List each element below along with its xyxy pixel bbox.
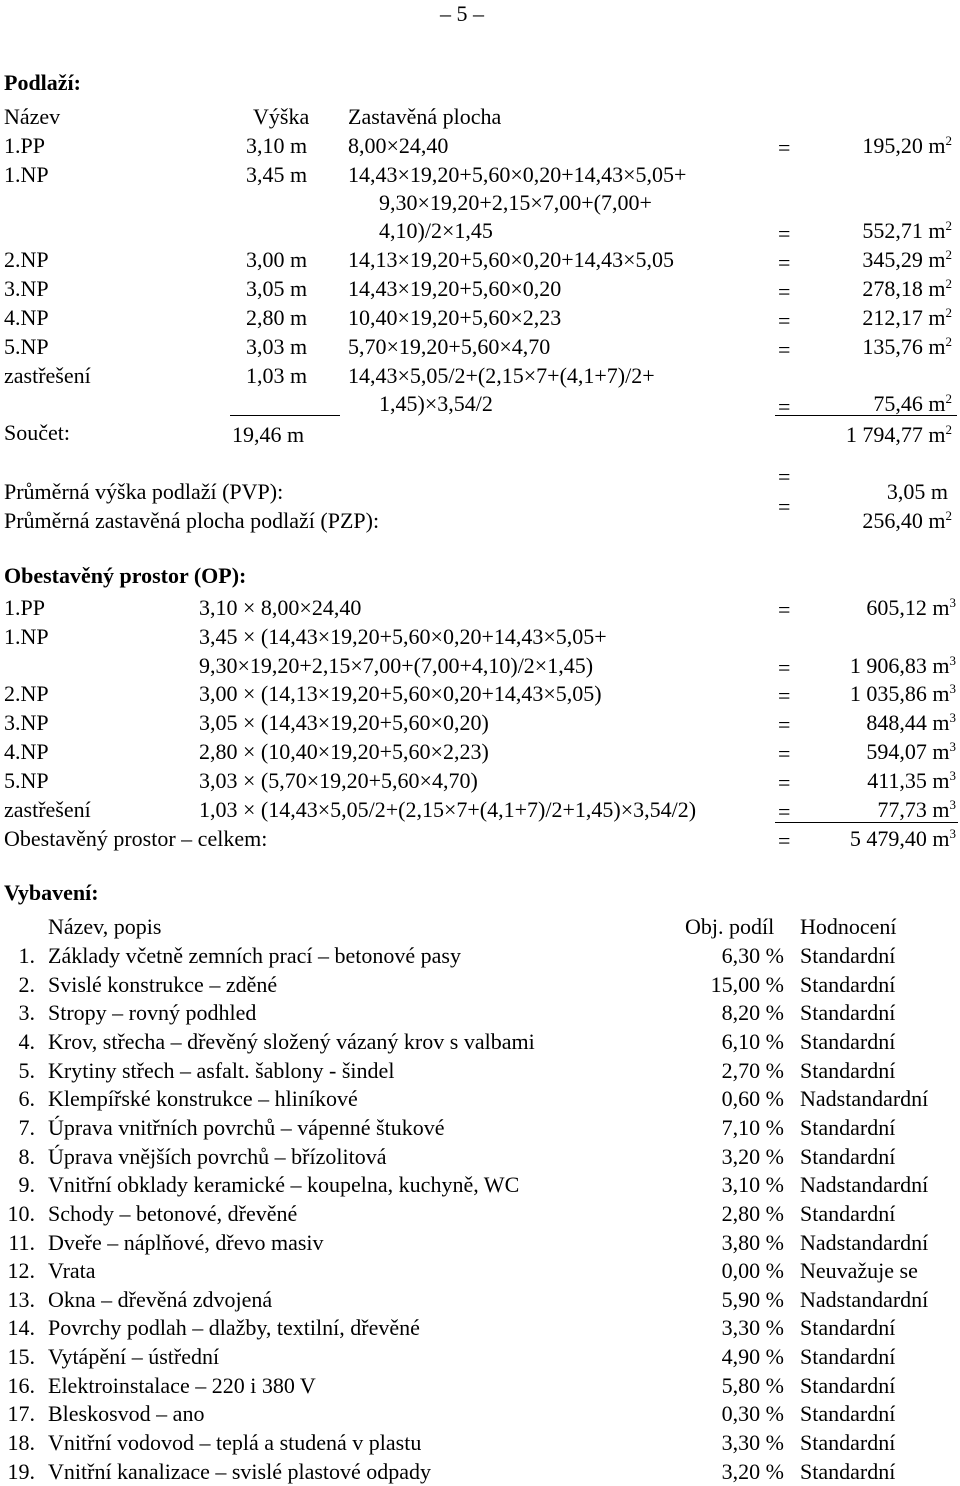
item-number: 13.	[7, 1287, 35, 1312]
floor-formula: 4,10)/2×1,45	[379, 218, 493, 243]
item-share: 2,80 %	[721, 1201, 784, 1226]
item-name: Úprava vnitřních povrchů – vápenné štukové	[48, 1115, 445, 1140]
section-heading-op: Obestavěný prostor (OP):	[4, 563, 247, 588]
item-number: 17.	[7, 1401, 35, 1426]
floor-height: 3,05 m	[246, 276, 308, 301]
item-share: 5,90 %	[721, 1287, 784, 1312]
equals-sign: =	[778, 464, 791, 489]
volume-value: 77,73 $m^3$	[877, 797, 956, 822]
item-number: 2.	[18, 972, 35, 997]
column-header-obj-podil: Obj. podíl	[685, 914, 775, 939]
column-header-vyska: Výška	[253, 104, 310, 129]
item-share: 3,30 %	[721, 1315, 784, 1340]
volume-formula: 3,00 × (14,13×19,20+5,60×0,20+14,43×5,05)	[199, 681, 602, 706]
item-rating: Nadstandardní	[800, 1230, 929, 1255]
volume-value: 1 906,83 $m^3$	[849, 653, 956, 678]
item-number: 16.	[7, 1373, 35, 1398]
item-share: 3,20 %	[721, 1459, 784, 1484]
volume-formula: 2,80 × (10,40×19,20+5,60×2,23)	[199, 739, 489, 764]
equals-sign: =	[778, 799, 791, 824]
equals-sign: =	[778, 655, 791, 680]
item-name: Svislé konstrukce – zděné	[48, 972, 278, 997]
item-name: Schody – betonové, dřevěné	[48, 1201, 298, 1226]
item-name: Bleskosvod – ano	[48, 1401, 205, 1426]
total-underline	[775, 822, 958, 823]
item-name: Krov, střecha – dřevěný složený vázaný krov s valbami	[48, 1029, 535, 1054]
floor-name: 1.PP	[4, 133, 45, 158]
item-name: Klempířské konstrukce – hliníkové	[48, 1086, 358, 1111]
item-share: 6,30 %	[721, 943, 784, 968]
item-share: 3,10 %	[721, 1172, 784, 1197]
floor-formula: 10,40×19,20+5,60×2,23	[348, 305, 562, 330]
item-number: 10.	[7, 1201, 35, 1226]
item-share: 15,00 %	[710, 972, 784, 997]
item-name: Vrata	[48, 1258, 96, 1283]
item-share: 4,90 %	[721, 1344, 784, 1369]
item-rating: Standardní	[800, 1344, 896, 1369]
item-share: 8,20 %	[721, 1000, 784, 1025]
equals-sign: =	[778, 770, 791, 795]
item-name: Vnitřní vodovod – teplá a studená v plastu	[48, 1430, 422, 1455]
volume-value: 594,07 $m^3$	[866, 739, 956, 764]
item-number: 18.	[7, 1430, 35, 1455]
volume-value: 848,44 $m^3$	[866, 710, 956, 735]
item-share: 0,00 %	[721, 1258, 784, 1283]
section-heading-vybaveni: Vybavení:	[4, 880, 99, 905]
equals-sign: =	[778, 308, 791, 333]
floor-name: 1.NP	[4, 162, 49, 187]
pzp-label: Průměrná zastavěná plocha podlaží (PZP):	[4, 508, 380, 533]
equals-sign: =	[778, 135, 791, 160]
floor-height: 3,10 m	[246, 133, 308, 158]
item-share: 2,70 %	[721, 1058, 784, 1083]
floor-area-value: 278,18 $m^2$	[862, 276, 952, 301]
item-number: 12.	[7, 1258, 35, 1283]
item-number: 9.	[18, 1172, 35, 1197]
volume-value: 605,12 $m^3$	[866, 595, 956, 620]
item-name: Vnitřní obklady keramické – koupelna, kuchyně, WC	[48, 1172, 520, 1197]
floor-height: 3,45 m	[246, 162, 308, 187]
item-name: Základy včetně zemních prací – betonové pasy	[48, 943, 461, 968]
item-rating: Nadstandardní	[800, 1086, 929, 1111]
item-name: Elektroinstalace – 220 i 380 V	[48, 1373, 316, 1398]
item-rating: Standardní	[800, 1115, 896, 1140]
equals-sign: =	[778, 828, 791, 853]
volume-formula: 3,10 × 8,00×24,40	[199, 595, 362, 620]
page-number: – 5 –	[440, 1, 484, 26]
item-number: 1.	[18, 943, 35, 968]
item-name: Úprava vnějších povrchů – břízolitová	[48, 1144, 387, 1169]
volume-formula: 9,30×19,20+2,15×7,00+(7,00+4,10)/2×1,45)	[199, 653, 594, 678]
floor-formula: 14,43×5,05/2+(2,15×7+(4,1+7)/2+	[348, 363, 655, 388]
item-name: Okna – dřevěná zdvojená	[48, 1287, 273, 1312]
item-number: 11.	[8, 1230, 35, 1255]
section-heading-podlazi: Podlaží:	[4, 70, 81, 95]
column-header-nazev-popis: Název, popis	[48, 914, 162, 939]
floor-formula: 1,45)×3,54/2	[379, 391, 493, 416]
floor-formula: 14,13×19,20+5,60×0,20+14,43×5,05	[348, 247, 675, 272]
floor-height: 3,00 m	[246, 247, 308, 272]
item-number: 4.	[18, 1029, 35, 1054]
equals-sign: =	[778, 712, 791, 737]
floor-formula: 9,30×19,20+2,15×7,00+(7,00+	[379, 190, 652, 215]
floor-name: 1.PP	[4, 595, 45, 620]
item-share: 6,10 %	[721, 1029, 784, 1054]
item-rating: Standardní	[800, 1459, 896, 1484]
item-share: 3,30 %	[721, 1430, 784, 1455]
item-rating: Standardní	[800, 1315, 896, 1340]
item-name: Krytiny střech – asfalt. šablony - šindel	[48, 1058, 395, 1083]
pvp-label: Průměrná výška podlaží (PVP):	[4, 479, 284, 504]
floor-name: zastřešení	[4, 797, 91, 822]
item-name: Vytápění – ústřední	[48, 1344, 220, 1369]
floor-area-value: 75,46 $m^2$	[873, 391, 952, 416]
floor-formula: 5,70×19,20+5,60×4,70	[348, 334, 551, 359]
floor-name: 3.NP	[4, 710, 49, 735]
floor-name: 4.NP	[4, 739, 49, 764]
floor-name: 3.NP	[4, 276, 49, 301]
item-number: 5.	[18, 1058, 35, 1083]
column-header-zastavena-plocha: Zastavěná plocha	[348, 104, 502, 129]
sum-label: Součet:	[4, 420, 70, 445]
floor-area-value: 212,17 $m^2$	[862, 305, 952, 330]
floor-name: 2.NP	[4, 681, 49, 706]
floor-name: 5.NP	[4, 334, 49, 359]
item-rating: Standardní	[800, 1430, 896, 1455]
sum-area: 1 794,77 $m^2$	[845, 422, 952, 447]
equals-sign: =	[778, 394, 791, 419]
item-share: 3,20 %	[721, 1144, 784, 1169]
item-number: 14.	[7, 1315, 35, 1340]
floor-formula: 8,00×24,40	[348, 133, 449, 158]
column-header-hodnoceni: Hodnocení	[800, 914, 897, 939]
item-rating: Standardní	[800, 1000, 896, 1025]
pvp-value: 3,05 m	[886, 479, 948, 504]
floor-area-value: 552,71 $m^2$	[862, 218, 952, 243]
item-rating: Nadstandardní	[800, 1172, 929, 1197]
sum-height: 19,46 m	[232, 422, 305, 447]
item-number: 19.	[7, 1459, 35, 1484]
equals-sign: =	[778, 279, 791, 304]
equals-sign: =	[778, 597, 791, 622]
item-share: 0,60 %	[721, 1086, 784, 1111]
volume-value: 411,35 $m^3$	[867, 768, 956, 793]
item-number: 3.	[18, 1000, 35, 1025]
item-number: 7.	[18, 1115, 35, 1140]
floor-name: 1.NP	[4, 624, 49, 649]
floor-name: 4.NP	[4, 305, 49, 330]
item-rating: Standardní	[800, 1373, 896, 1398]
volume-value: 1 035,86 $m^3$	[849, 681, 956, 706]
op-total-value: 5 479,40 $m^3$	[849, 826, 956, 851]
item-rating: Neuvažuje se	[800, 1258, 918, 1283]
item-share: 3,80 %	[721, 1230, 784, 1255]
volume-formula: 3,05 × (14,43×19,20+5,60×0,20)	[199, 710, 489, 735]
item-rating: Standardní	[800, 1029, 896, 1054]
volume-formula: 3,03 × (5,70×19,20+5,60×4,70)	[199, 768, 478, 793]
item-name: Dveře – náplňové, dřevo masiv	[48, 1230, 324, 1255]
floor-name: zastřešení	[4, 363, 91, 388]
item-name: Povrchy podlah – dlažby, textilní, dřevěné	[48, 1315, 420, 1340]
equals-sign: =	[778, 221, 791, 246]
item-number: 6.	[18, 1086, 35, 1111]
equals-sign: =	[778, 741, 791, 766]
item-rating: Standardní	[800, 1401, 896, 1426]
sum-underline-height	[230, 415, 340, 416]
op-total-label: Obestavěný prostor – celkem:	[4, 826, 268, 851]
item-rating: Standardní	[800, 1201, 896, 1226]
sum-underline-area	[775, 415, 957, 416]
volume-formula: 1,03 × (14,43×5,05/2+(2,15×7+(4,1+7)/2+1,45)×3,54/2)	[199, 797, 697, 822]
item-rating: Nadstandardní	[800, 1287, 929, 1312]
column-header-nazev: Název	[4, 104, 61, 129]
floor-height: 3,03 m	[246, 334, 308, 359]
equals-sign: =	[778, 683, 791, 708]
equals-sign: =	[778, 494, 791, 519]
item-rating: Standardní	[800, 943, 896, 968]
equals-sign: =	[778, 250, 791, 275]
item-number: 8.	[18, 1144, 35, 1169]
pzp-value: 256,40 $m^2$	[862, 508, 952, 533]
equals-sign: =	[778, 337, 791, 362]
floor-formula: 14,43×19,20+5,60×0,20+14,43×5,05+	[348, 162, 687, 187]
item-share: 7,10 %	[721, 1115, 784, 1140]
item-share: 0,30 %	[721, 1401, 784, 1426]
item-rating: Standardní	[800, 972, 896, 997]
floor-height: 1,03 m	[246, 363, 308, 388]
floor-name: 2.NP	[4, 247, 49, 272]
item-share: 5,80 %	[721, 1373, 784, 1398]
item-name: Vnitřní kanalizace – svislé plastové odpady	[48, 1459, 432, 1484]
volume-formula: 3,45 × (14,43×19,20+5,60×0,20+14,43×5,05+	[199, 624, 607, 649]
floor-area-value: 135,76 $m^2$	[862, 334, 952, 359]
item-name: Stropy – rovný podhled	[48, 1000, 257, 1025]
floor-area-value: 195,20 $m^2$	[862, 133, 952, 158]
item-rating: Standardní	[800, 1058, 896, 1083]
floor-height: 2,80 m	[246, 305, 308, 330]
floor-formula: 14,43×19,20+5,60×0,20	[348, 276, 562, 301]
item-rating: Standardní	[800, 1144, 896, 1169]
floor-name: 5.NP	[4, 768, 49, 793]
floor-area-value: 345,29 $m^2$	[862, 247, 952, 272]
item-number: 15.	[7, 1344, 35, 1369]
